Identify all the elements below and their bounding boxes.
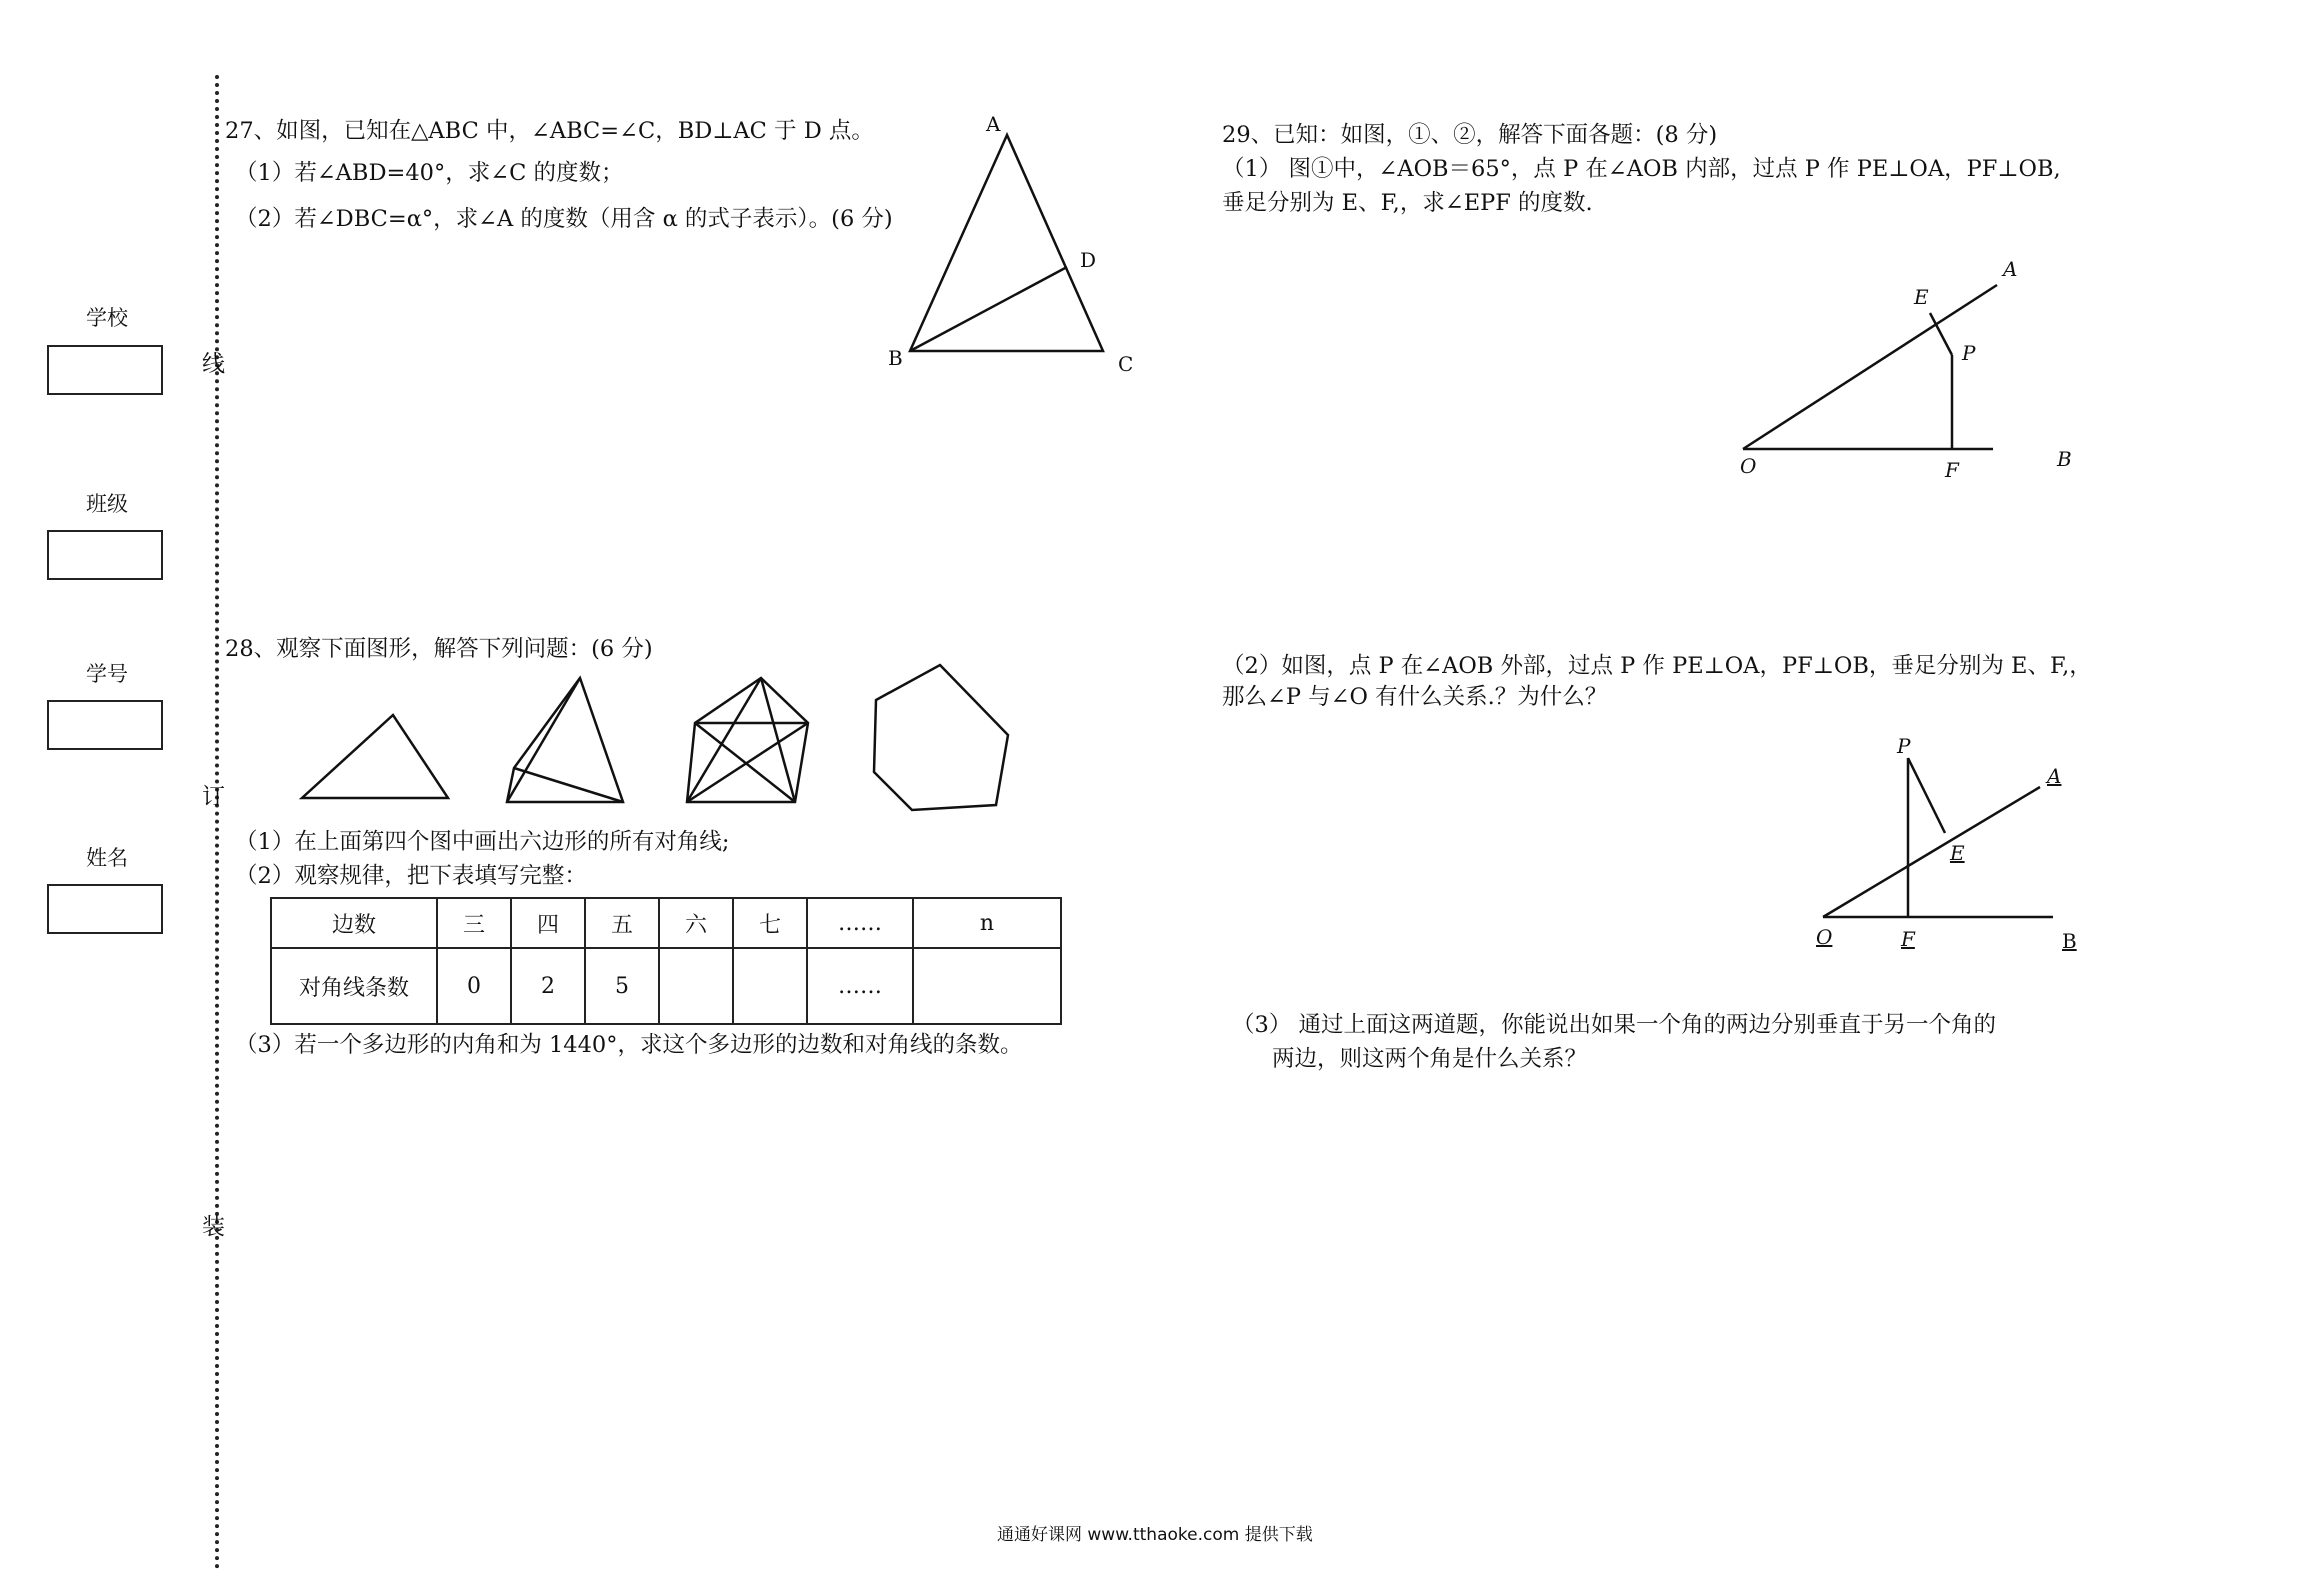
table-answer-cell[interactable] bbox=[659, 948, 733, 1024]
q28-item2: （2）观察规律，把下表填写完整： bbox=[235, 863, 587, 889]
q29-part2-line1: （2）如图，点 P 在∠AOB 外部，过点 P 作 PE⊥OA，PF⊥OB，垂足分别为 E、F,， bbox=[1222, 653, 2092, 679]
q29-figure-2 bbox=[1790, 730, 2090, 960]
table-cell: 对角线条数 bbox=[271, 948, 437, 1024]
q27-label-c: C bbox=[1118, 352, 1134, 376]
q27-part2: （2）若∠DBC=α°，求∠A 的度数（用含 α 的式子表示）。(6 分) bbox=[235, 206, 893, 232]
q29-part3-line2: 两边，则这两个角是什么关系？ bbox=[1272, 1046, 1588, 1072]
name-label: 姓名 bbox=[86, 846, 128, 870]
table-cell: 边数 bbox=[271, 898, 437, 948]
q28-title: 28、观察下面图形，解答下列问题：(6 分) bbox=[225, 636, 653, 662]
school-label: 学校 bbox=[86, 306, 128, 330]
q28-hexagon bbox=[874, 665, 1008, 810]
student-number-label: 学号 bbox=[86, 662, 128, 686]
q28-polygon-figures bbox=[290, 660, 1030, 830]
q27-label-d: D bbox=[1080, 248, 1097, 272]
binding-mark-ding: 订 bbox=[202, 784, 225, 810]
q28-item3: （3）若一个多边形的内角和为 1440°，求这个多边形的边数和对角线的条数。 bbox=[235, 1032, 1023, 1058]
q27-part1: （1）若∠ABD=40°，求∠C 的度数； bbox=[235, 160, 624, 186]
table-cell: n bbox=[913, 898, 1061, 948]
q27-triangle-figure bbox=[880, 112, 1140, 385]
student-number-input-box[interactable] bbox=[47, 700, 163, 750]
fig2-label-o: O bbox=[1816, 925, 1833, 949]
class-input-box[interactable] bbox=[47, 530, 163, 580]
table-cell: …… bbox=[807, 898, 913, 948]
q27-stem: 27、如图，已知在△ABC 中，∠ABC=∠C，BD⊥AC 于 D 点。 bbox=[225, 118, 874, 144]
table-cell: 2 bbox=[511, 948, 585, 1024]
fig1-label-e: E bbox=[1914, 285, 1929, 309]
fig2-label-e: E bbox=[1950, 841, 1965, 865]
table-cell: …… bbox=[807, 948, 913, 1024]
fig2-label-a: A bbox=[2047, 764, 2062, 788]
fig1-label-f: F bbox=[1945, 458, 1959, 482]
table-header-row bbox=[271, 898, 1061, 948]
q29-part3-line1: （3） 通过上面这两道题，你能说出如果一个角的两边分别垂直于另一个角的 bbox=[1232, 1012, 1996, 1038]
table-cell: 四 bbox=[511, 898, 585, 948]
binding-mark-xian: 线 bbox=[202, 351, 225, 377]
table-cell: 六 bbox=[659, 898, 733, 948]
q27-label-a: A bbox=[986, 112, 1001, 136]
table-cell: 五 bbox=[585, 898, 659, 948]
q29-part2-line2: 那么∠P 与∠O 有什么关系.？为什么？ bbox=[1222, 684, 1608, 710]
fig1-label-o: O bbox=[1740, 454, 1757, 478]
name-input-box[interactable] bbox=[47, 884, 163, 934]
q29-title: 29、已知：如图，①、②，解答下面各题：(8 分) bbox=[1222, 122, 1718, 148]
school-input-box[interactable] bbox=[47, 345, 163, 395]
q28-table bbox=[270, 897, 1062, 1025]
q28-triangle bbox=[302, 715, 448, 798]
fig1-label-a: A bbox=[2003, 257, 2018, 281]
table-answer-cell[interactable] bbox=[913, 948, 1061, 1024]
fig2-label-b: B bbox=[2062, 929, 2077, 953]
binding-dotted-line bbox=[215, 75, 219, 1570]
q27-label-b: B bbox=[888, 346, 903, 370]
q28-item1: （1）在上面第四个图中画出六边形的所有对角线; bbox=[235, 829, 730, 855]
table-cell: 三 bbox=[437, 898, 511, 948]
fig2-label-p: P bbox=[1897, 734, 1911, 758]
fig1-label-p: P bbox=[1962, 341, 1976, 365]
table-answer-cell[interactable] bbox=[733, 948, 807, 1024]
fig2-label-f: F bbox=[1901, 927, 1915, 951]
binding-mark-zhuang: 装 bbox=[202, 1214, 225, 1240]
q29-figure-1 bbox=[1720, 250, 2080, 480]
class-label: 班级 bbox=[86, 492, 128, 516]
table-cell: 5 bbox=[585, 948, 659, 1024]
q29-part1-line1: （1） 图①中，∠AOB＝65°，点 P 在∠AOB 内部，过点 P 作 PE⊥OA，PF⊥OB, bbox=[1222, 156, 2061, 182]
table-cell: 0 bbox=[437, 948, 511, 1024]
footer-source: 通通好课网 www.tthaoke.com 提供下载 bbox=[997, 1525, 1313, 1545]
q29-part1-line2: 垂足分别为 E、F,，求∠EPF 的度数. bbox=[1222, 190, 1593, 216]
table-cell: 七 bbox=[733, 898, 807, 948]
table-row bbox=[271, 948, 1061, 1024]
fig1-label-b: B bbox=[2057, 447, 2072, 471]
